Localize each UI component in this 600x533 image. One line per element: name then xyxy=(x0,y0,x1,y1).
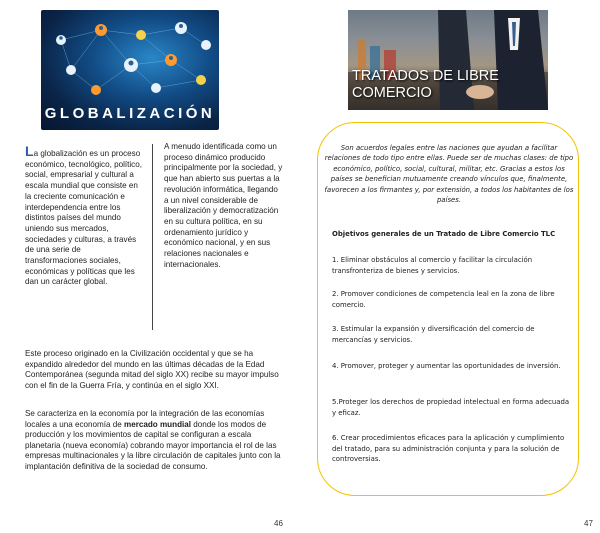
intro-text: Son acuerdos legales entre las naciones que ayudan a facilitar relaciones de todo tipo entre ellas. Puede ser de muchas clases: de tipo económico, político, social, cultural, militar, etc. Gracias a estos los países se benefician mutuamente creando vínculos que, finalmente, favorecen a los firmantes y, por extensión, a todos los habitantes de los países. xyxy=(324,144,574,205)
objective-item: 1. Eliminar obstáculos al comercio y facilitar la circulación transfronteriza de bienes y servicios. xyxy=(332,256,533,275)
right-page xyxy=(300,0,600,533)
paragraph-characteristics-part2: donde los modos de producción y los movimientos de capital se configuran a escala planetaria (nueva economía) cobrando mayor importancia el rol de las empresas multinacionales y la libre circulación de capitales junto con la implantación definitiva de la sociedad de consumo. xyxy=(25,419,281,471)
objectives-title: Objetivos generales de un Tratado de Libre Comercio TLC xyxy=(332,230,556,238)
objective-item: 3. Estimular la expansión y diversificación del comercio de mercancías y servicios. xyxy=(332,325,535,344)
column-2-text: A menudo identificada como un proceso dinámico producido principalmente por la sociedad, y que han abierto sus puertas a la revolución informática, llegando a un nivel considerable de liberalización y democratización en su cultura política, en su ordenamiento jurídico y económico nacional, y en sus relaciones nacionales e internacionales. xyxy=(164,142,283,269)
banner-title-line1: TRATADOS DE LIBRE xyxy=(352,68,499,84)
objective-item: 2. Promover condiciones de competencia leal en la zona de libre comercio. xyxy=(332,290,555,309)
banner-title xyxy=(352,68,499,102)
banner-title: GLOBALIZACIÓN xyxy=(44,105,216,122)
paragraph-characteristics xyxy=(25,409,287,473)
trade-agreement-banner-image xyxy=(348,10,548,110)
objective-item: 6. Crear procedimientos eficaces para la aplicación y cumplimiento del tratado, para su administración conjunta y para la solución de controversias. xyxy=(332,434,565,464)
dropcap: L xyxy=(25,143,34,159)
column-1-text xyxy=(25,143,145,288)
banner-title-line2: COMERCIO xyxy=(352,85,432,101)
globalization-banner-image xyxy=(41,10,219,130)
bold-term: mercado mundial xyxy=(124,419,192,429)
column-divider xyxy=(152,144,153,330)
page-number: 46 xyxy=(274,519,283,528)
paragraph-origin: Este proceso originado en la Civilización occidental y que se ha expandido alrededor del mundo en las últimas décadas de la Edad Contemporánea (segunda mitad del siglo XX) recibe su mayor impulso con el fin de la Guerra Fría, y continúa en el siglo XXI. xyxy=(25,349,279,390)
page-number: 47 xyxy=(584,519,593,528)
objective-item: 4. Promover, proteger y aumentar las oportunidades de inversión. xyxy=(332,362,561,370)
paragraph-characteristics-part1: Se caracteriza en la economía por la integración de las economías locales a una economía de xyxy=(25,409,265,429)
column-1-body: a globalización es un proceso económico, tecnológico, político, social, empresarial y cultural a escala mundial que consiste en la creciente comunicación e interdependencia entre los distintos países del mundo uniendo sus mercados, sociedades y culturas, a través de una serie de transformaciones sociales, económicas y políticas que les dan un carácter global. xyxy=(25,149,142,287)
objective-item: 5.Proteger los derechos de propiedad intelectual en forma adecuada y eficaz. xyxy=(332,398,570,417)
